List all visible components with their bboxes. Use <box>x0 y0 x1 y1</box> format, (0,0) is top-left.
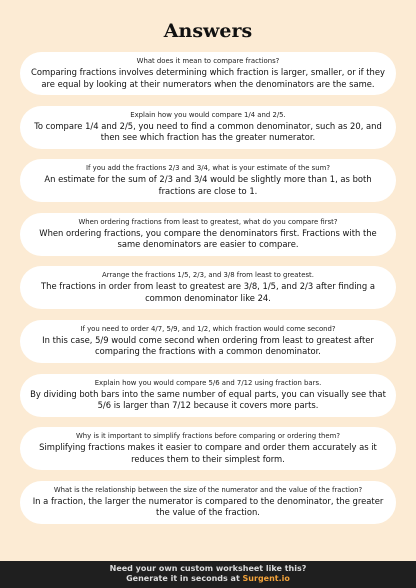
answer-text: To compare 1/4 and 2/5, you need to find a common denominator, such as 20, and then see which fraction has the greater numerator. <box>34 120 382 143</box>
answer-text: When ordering fractions, you compare the denominators first. Fractions with the same denominators are easier to compare. <box>39 227 377 250</box>
question-text: Why is it important to simplify fractions before comparing or ordering them? <box>75 432 341 441</box>
question-text: Arrange the fractions 1/5, 2/3, and 3/8 from least to greatest. <box>102 271 314 280</box>
answer-text: By dividing both bars into the same number of equal parts, you can visually see that 5/6 is larger than 7/12 because it covers more parts. <box>30 388 386 411</box>
answer-text: In a fraction, the larger the numerator is compared to the denominator, the greater the value of the fraction. <box>32 495 384 518</box>
answer-card <box>20 374 396 417</box>
answer-card <box>20 427 396 470</box>
question-text: Explain how you would compare 5/6 and 7/12 using fraction bars. <box>94 378 322 387</box>
answer-text: Comparing fractions involves determining which fraction is larger, smaller, or if they are equal by looking at their numerators when the denominators are the same. <box>31 67 385 89</box>
question-text: What does it mean to compare fractions? <box>136 57 280 65</box>
question-text: If you need to order 4/7, 5/9, and 1/2, which fraction would come second? <box>80 324 336 333</box>
surgent-link[interactable]: Surgent.io <box>242 574 290 583</box>
answer-card <box>20 106 396 149</box>
footer-line-1: Need your own custom worksheet like this? <box>109 564 307 573</box>
question-text: When ordering fractions from least to greatest, what do you compare first? <box>78 217 338 226</box>
footer-line-2 <box>0 574 416 584</box>
answer-list <box>20 52 396 534</box>
answer-card <box>20 52 396 95</box>
answer-text: Simplifying fractions makes it easier to compare and order them accurately as it reduces them to their simplest form. <box>39 442 377 464</box>
question-text: What is the relationship between the size of the numerator and the value of the fraction? <box>53 485 363 494</box>
question-text: If you add the fractions 2/3 and 3/4, what is your estimate of the sum? <box>86 164 330 173</box>
question-text: Explain how you would compare 1/4 and 2/5. <box>130 110 286 119</box>
promo-footer <box>0 561 416 588</box>
footer-line-2-text: Generate it in seconds at <box>126 574 243 583</box>
answer-text: In this case, 5/9 would come second when ordering from least to greatest after comparing the fractions with a common denominator. <box>42 334 374 357</box>
page-title: Answers <box>163 20 253 42</box>
answer-text: The fractions in order from least to greatest are 3/8, 1/5, and 2/3 after finding a common denominator like 24. <box>41 281 375 303</box>
answer-text: An estimate for the sum of 2/3 and 3/4 would be slightly more than 1, as both fractions are close to 1. <box>44 174 372 196</box>
answer-card <box>20 266 396 309</box>
answer-card <box>20 213 396 256</box>
answer-card <box>20 159 396 202</box>
answer-card <box>20 481 396 524</box>
answer-card <box>20 320 396 363</box>
